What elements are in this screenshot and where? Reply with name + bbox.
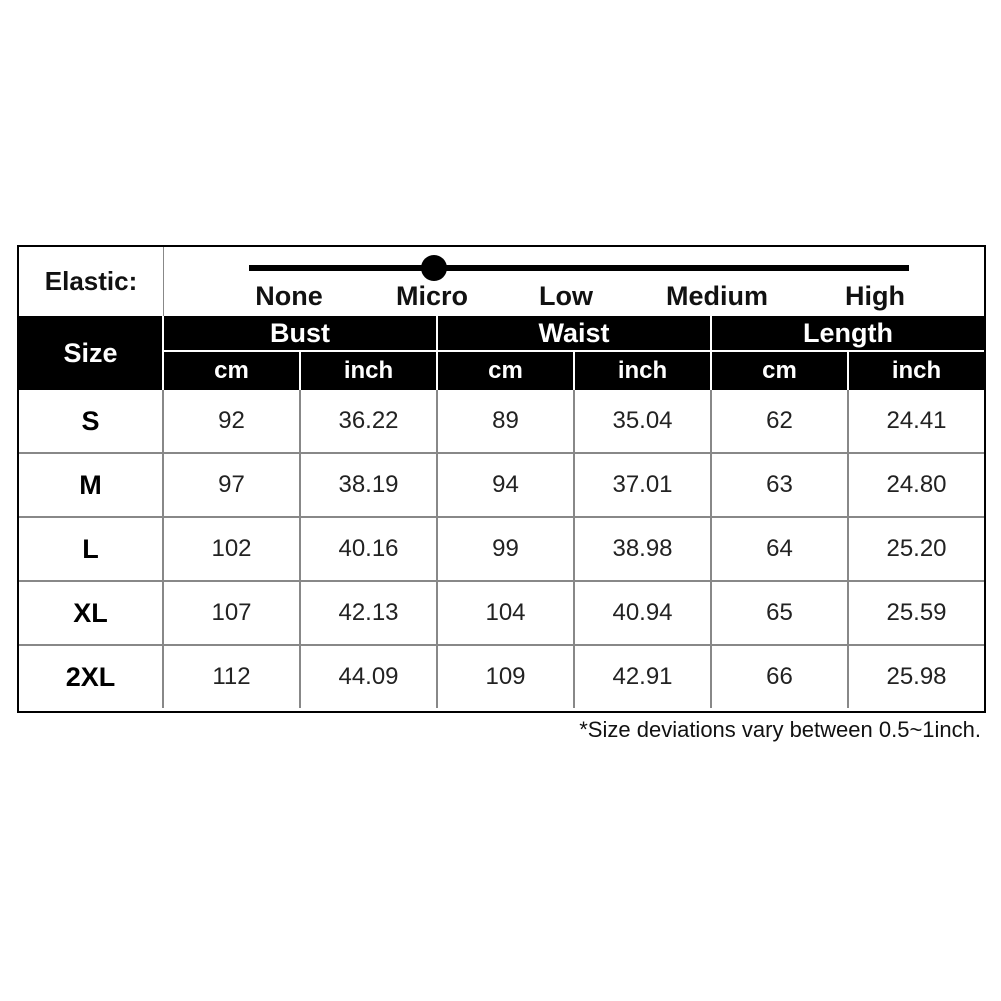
table-row (19, 454, 984, 518)
length-header: Length (712, 316, 984, 352)
table-row (19, 582, 984, 646)
size-deviation-note: *Size deviations vary between 0.5~1inch. (579, 717, 981, 742)
table-row (19, 390, 984, 454)
value-cell: 104 (438, 582, 575, 644)
value-cell: 66 (712, 646, 849, 708)
unit-header: inch (301, 352, 438, 390)
unit-header: cm (438, 352, 575, 390)
elastic-level-micro: Micro (395, 281, 469, 311)
value-cell: 42.13 (301, 582, 438, 644)
value-cell: 24.41 (886, 407, 947, 434)
table-body (19, 390, 984, 711)
elastic-level-low: Low (539, 281, 593, 311)
value-cell: 99 (438, 518, 575, 580)
size-cell: XL (19, 582, 164, 644)
waist-header: Waist (438, 316, 712, 352)
elastic-level-none: None (255, 281, 323, 311)
value-cell: 44.09 (301, 646, 438, 708)
value-cell: 38.98 (575, 518, 712, 580)
value-cell: 92 (164, 390, 301, 452)
size-cell: L (19, 518, 164, 580)
value-cell: 109 (438, 646, 575, 708)
value-cell: 35.04 (575, 390, 712, 452)
value-cell: 97 (164, 454, 301, 516)
elastic-level-high: High (845, 281, 905, 311)
size-cell: M (19, 454, 164, 516)
table-row (19, 646, 984, 710)
value-cell: 25.98 (886, 663, 947, 690)
table-row (19, 518, 984, 582)
value-cell: 38.19 (301, 454, 438, 516)
size-chart (17, 245, 986, 713)
size-cell: 2XL (19, 646, 164, 708)
value-cell: 102 (164, 518, 301, 580)
value-cell: 24.80 (886, 471, 947, 498)
value-cell: 25.20 (886, 535, 947, 562)
size-column-header: Size (19, 316, 164, 390)
table-header (19, 316, 984, 390)
value-cell: 36.22 (301, 390, 438, 452)
value-cell: 40.16 (301, 518, 438, 580)
value-cell: 112 (164, 646, 301, 708)
elastic-row (19, 247, 984, 316)
elastic-scale-indicator (421, 255, 447, 281)
elastic-scale-line (249, 265, 909, 271)
value-cell: 63 (712, 454, 849, 516)
value-cell: 107 (164, 582, 301, 644)
unit-header: cm (712, 352, 849, 390)
value-cell: 37.01 (575, 454, 712, 516)
value-cell: 62 (712, 390, 849, 452)
unit-header: cm (164, 352, 301, 390)
value-cell: 42.91 (575, 646, 712, 708)
value-cell: 65 (712, 582, 849, 644)
size-cell: S (19, 390, 164, 452)
unit-header: inch (575, 352, 712, 390)
unit-header: inch (891, 357, 942, 384)
value-cell: 40.94 (575, 582, 712, 644)
elastic-label: Elastic: (19, 247, 164, 316)
elastic-level-medium: Medium (665, 281, 769, 311)
bust-header: Bust (164, 316, 438, 352)
value-cell: 94 (438, 454, 575, 516)
value-cell: 25.59 (886, 599, 947, 626)
value-cell: 89 (438, 390, 575, 452)
value-cell: 64 (712, 518, 849, 580)
